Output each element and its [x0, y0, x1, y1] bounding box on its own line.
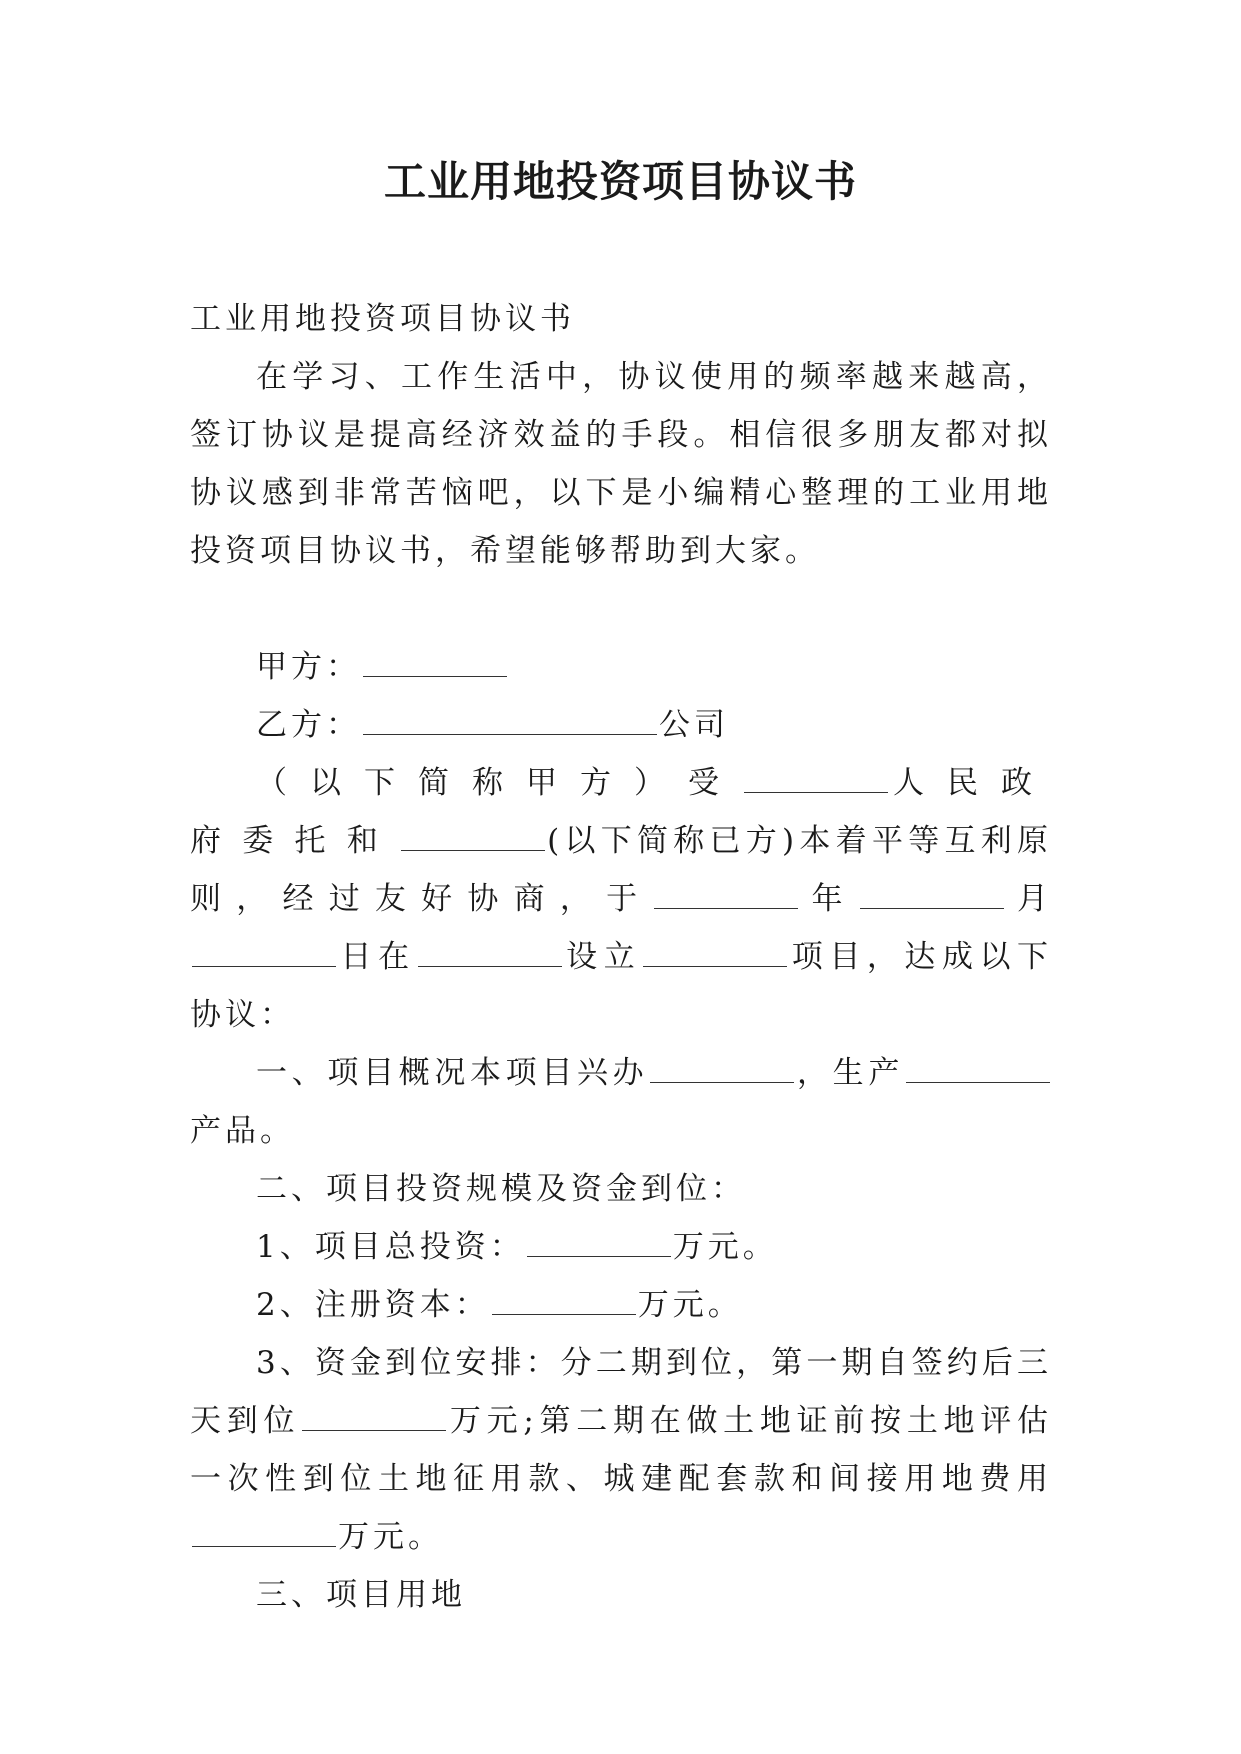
location-blank: [418, 942, 562, 967]
party-a-line: [190, 638, 1052, 696]
agreement-text-e: 月: [1005, 881, 1053, 917]
item-1-text-a: 1、项目总投资：: [256, 1229, 525, 1265]
intro-paragraph: 在学习、工作生活中，协议使用的频率越来越高，签订协议是提高经济效益的手段。相信很多朋友都对拟协议感到非常苦恼吧，以下是小编精心整理的工业用地投资项目协议书，希望能够帮助到大家。: [190, 359, 1052, 569]
agreement-text-c: (以下简称已方)本着平等互利原则，经过友好协商，于: [190, 823, 1053, 917]
agreement-paragraph: [190, 754, 1052, 1044]
agreement-text-b: 人民政府委托和: [190, 765, 1052, 859]
agreement-text-f: 日在: [338, 939, 416, 975]
section-1-text-a: 一、项目概况本项目兴办: [256, 1055, 649, 1091]
item-3-text-b: 万元;第二期在做土地证前按土地评估一次性到位土地征用款、城建配套款和间接用地费用: [190, 1403, 1052, 1497]
enterprise-blank: [650, 1058, 794, 1083]
registered-capital-blank: [492, 1290, 636, 1315]
section-2-heading: 二、项目投资规模及资金到位：: [256, 1171, 746, 1207]
section-1-text-c: 产品。: [190, 1113, 295, 1149]
section-3-heading: 三、项目用地: [256, 1577, 466, 1613]
item-1-text-b: 万元。: [672, 1229, 778, 1265]
agreement-text-h: 项目，达成以下协议：: [190, 939, 1053, 1033]
item-2-text-a: 2、注册资本：: [256, 1287, 490, 1323]
item-3-text-c: 万元。: [338, 1519, 443, 1555]
first-phase-blank: [302, 1406, 446, 1431]
party-b-line: [190, 696, 1052, 754]
party-b-name-blank: [401, 826, 545, 851]
paragraph-spacer: [190, 580, 1052, 638]
day-blank: [192, 942, 336, 967]
section-1-text-b: ，生产: [796, 1055, 905, 1091]
product-blank: [906, 1058, 1050, 1083]
project-name-blank: [643, 942, 787, 967]
government-blank: [744, 768, 888, 793]
second-phase-blank: [192, 1522, 336, 1547]
month-blank: [860, 884, 1004, 909]
item-2-text-b: 万元。: [637, 1287, 743, 1323]
document-subtitle: 工业用地投资项目协议书: [190, 301, 575, 337]
document-body: [190, 290, 1052, 1624]
party-b-label: 乙方：: [256, 707, 361, 743]
party-a-blank: [363, 652, 507, 677]
item-1-line: [190, 1218, 1052, 1276]
item-2-line: [190, 1276, 1052, 1334]
party-a-label: 甲方：: [256, 649, 361, 685]
party-b-blank: [363, 710, 657, 735]
total-investment-blank: [527, 1232, 671, 1257]
item-3-text-a: 3、资金到位安排：分二期到位，第一期自签约后三天到位: [190, 1345, 1052, 1439]
agreement-text-g: 设立: [563, 939, 642, 975]
document-title: 工业用地投资项目协议书: [383, 157, 857, 206]
party-b-suffix: 公司: [659, 707, 729, 743]
agreement-text-a: （以下简称甲方）受: [256, 765, 742, 801]
year-blank: [654, 884, 798, 909]
item-3-paragraph: [190, 1334, 1052, 1566]
section-1-paragraph: [190, 1044, 1052, 1160]
agreement-text-d: 年: [800, 881, 858, 917]
